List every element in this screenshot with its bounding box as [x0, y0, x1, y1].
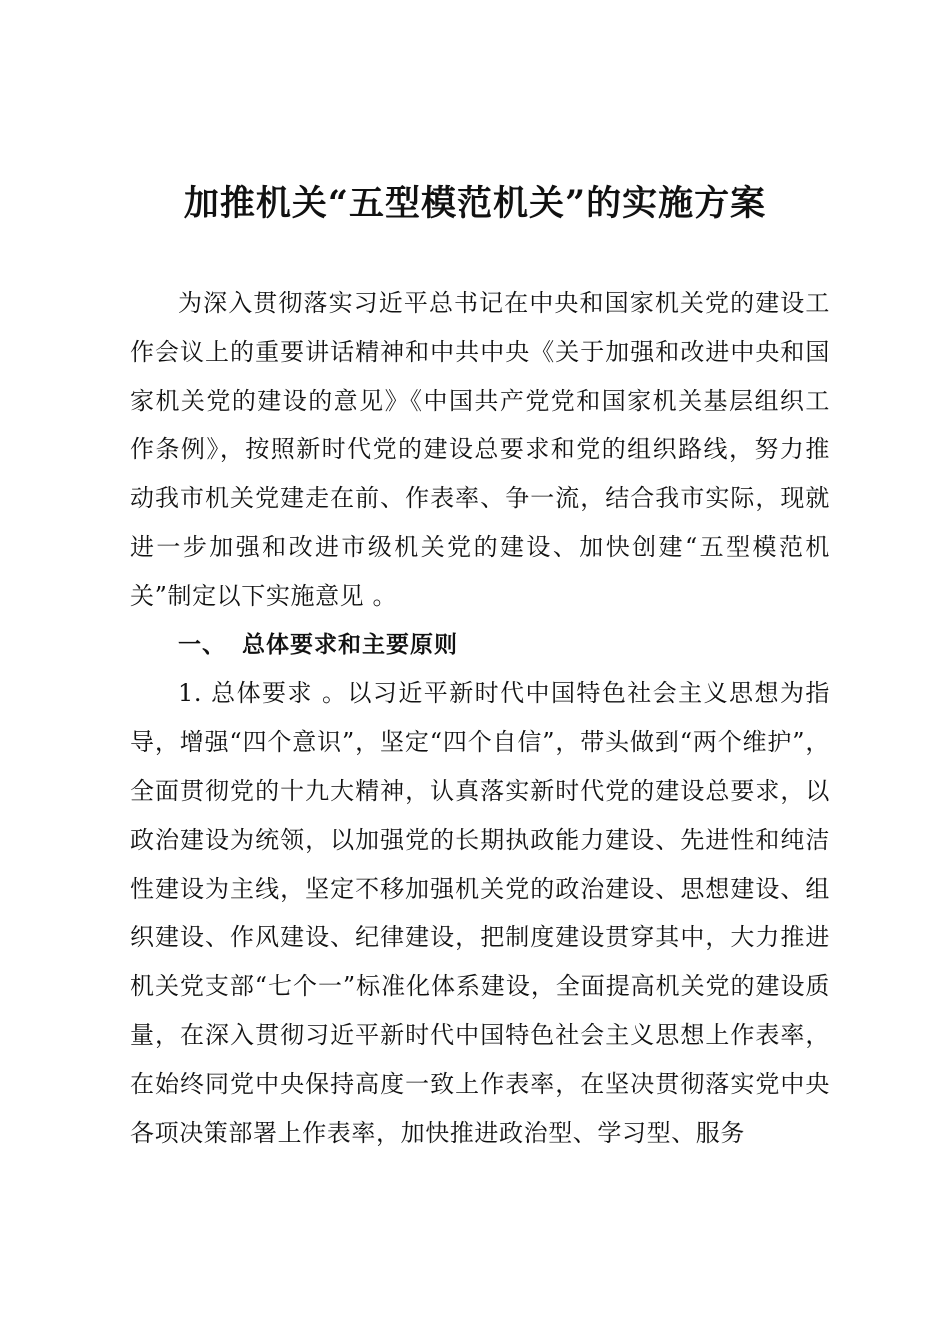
- section-number: 一、: [178, 631, 226, 658]
- body-paragraph: 1. 总体要求 。以习近平新时代中国特色社会主义思想为指导，增强“四个意识”，坚定“四个自信”，带头做到“两个维护”，全面贯彻党的十九大精神，认真落实新时代党的建设总要求，以政治建设为统领，以加强党的长期执政能力建设、先进性和纯洁性建设为主线，坚定不移加强机关党的政治建设、思想建设、组织建设、作风建设、纪律建设，把制度建设贯穿其中，大力推进机关党支部“七个一”标准化体系建设，全面提高机关党的建设质量，在深入贯彻习近平新时代中国特色社会主义思想上作表率，在始终同党中央保持高度一致上作表率，在坚决贯彻落实党中央各项决策部署上作表率，加快推进政治型、学习型、服务: [130, 679, 830, 1147]
- section-heading-text: 总体要求和主要原则: [242, 631, 458, 658]
- section-heading: [130, 621, 830, 670]
- document-title: 加推机关“五型模范机关”的实施方案: [183, 183, 767, 224]
- intro-paragraph: 为深入贯彻落实习近平总书记在中央和国家机关党的建设工作会议上的重要讲话精神和中共中央《关于加强和改进中央和国家机关党的建设的意见》《中国共产党党和国家机关基层组织工作条例》，按照新时代党的建设总要求和党的组织路线，努力推动我市机关党建走在前、作表率、争一流，结合我市实际，现就进一步加强和改进市级机关党的建设、加快创建“五型模范机关”制定以下实施意见 。: [130, 289, 830, 610]
- document-body: [130, 279, 830, 1157]
